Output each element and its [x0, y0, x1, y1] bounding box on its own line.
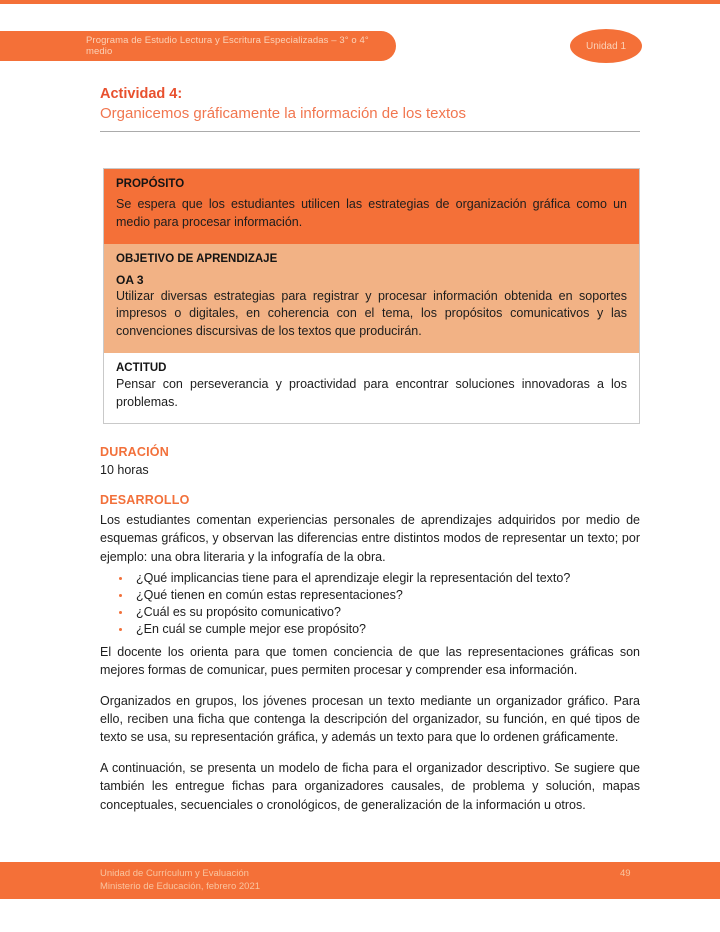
objetivo-heading: OBJETIVO DE APRENDIZAJE — [116, 252, 278, 265]
duracion-value: 10 horas — [100, 463, 149, 478]
question-list — [100, 570, 640, 639]
title-divider — [100, 131, 640, 132]
proposito-section — [104, 169, 639, 244]
unit-badge — [570, 29, 642, 63]
activity-title: Actividad 4: — [100, 86, 183, 102]
program-title: Programa de Estudio Lectura y Escritura Especializadas – 3° o 4° medio — [86, 35, 369, 57]
desarrollo-heading: DESARROLLO — [100, 493, 190, 508]
question-item: • ¿En cuál se cumple mejor ese propósito? — [132, 621, 640, 638]
actitud-section — [104, 353, 639, 424]
desarrollo-paragraph-3: Organizados en grupos, los jóvenes procesan un texto mediante un organizador gráfico. Para ello, reciben una ficha que contenga la descripción del organizador, su función, en qué tipos de texto se usa, su representación gráfica, y además un texto para que lo ordenen gráficamente. — [100, 693, 640, 745]
duracion-heading: DURACIÓN — [100, 445, 169, 460]
proposito-body: Se espera que los estudiantes utilicen las estrategias de organización gráfica como un medio para procesar información. — [116, 197, 627, 229]
footer-org-line: Unidad de Currículum y Evaluación — [100, 868, 249, 879]
page-footer-bar — [0, 862, 720, 899]
activity-subtitle: Organicemos gráficamente la información de los textos — [100, 105, 467, 122]
footer-page-number: 49 — [620, 868, 631, 879]
activity-info-box — [103, 168, 640, 424]
footer-ministry-line: Ministerio de Educación, febrero 2021 — [100, 881, 261, 893]
desarrollo-paragraph-2: El docente los orienta para que tomen conciencia de que las representaciones gráficas son mejores formas de comunicar, pues permiten procesar y comprender esa información. — [100, 644, 640, 677]
objetivo-body: Utilizar diversas estrategias para registrar y procesar información obtenida en soportes impresos o digitales, en coherencia con el tema, los propósitos comunicativos y las convenciones discursivas de los textos que producirán. — [116, 288, 627, 338]
duracion-block — [100, 445, 640, 477]
desarrollo-paragraph-4: A continuación, se presenta un modelo de ficha para el organizador descriptivo. Se sugiere que también les entregue fichas para organizadores causales, de problema y solución, mapas conceptuales, secuenciales o cronológicos, de generalización de la información u otros. — [100, 761, 640, 812]
desarrollo-block — [100, 493, 640, 813]
actitud-heading: ACTITUD — [116, 361, 167, 374]
proposito-heading: PROPÓSITO — [116, 178, 185, 190]
desarrollo-paragraph-1: Los estudiantes comentan experiencias personales de aprendizajes adquiridos por medio de esquemas gráficos, y observan las diferencias entre distintos modos de representar un texto; por ejemplo: una obra literaria y la infografía de la obra. — [100, 513, 640, 564]
program-header-bar — [0, 31, 396, 61]
unit-badge-label: Unidad 1 — [585, 40, 627, 52]
objetivo-code: OA 3 — [116, 272, 144, 287]
page-top-accent-strip — [0, 0, 720, 4]
question-item: • ¿Cuál es su propósito comunicativo? — [132, 604, 640, 621]
document-content — [100, 86, 640, 814]
question-item: • ¿Qué implicancias tiene para el aprendizaje elegir la representación del texto? — [132, 570, 640, 587]
actitud-body: Pensar con perseverancia y proactividad para encontrar soluciones innovadoras a los problemas. — [116, 376, 627, 409]
question-item: • ¿Qué tienen en común estas representaciones? — [132, 587, 640, 604]
objetivo-section — [104, 244, 639, 353]
